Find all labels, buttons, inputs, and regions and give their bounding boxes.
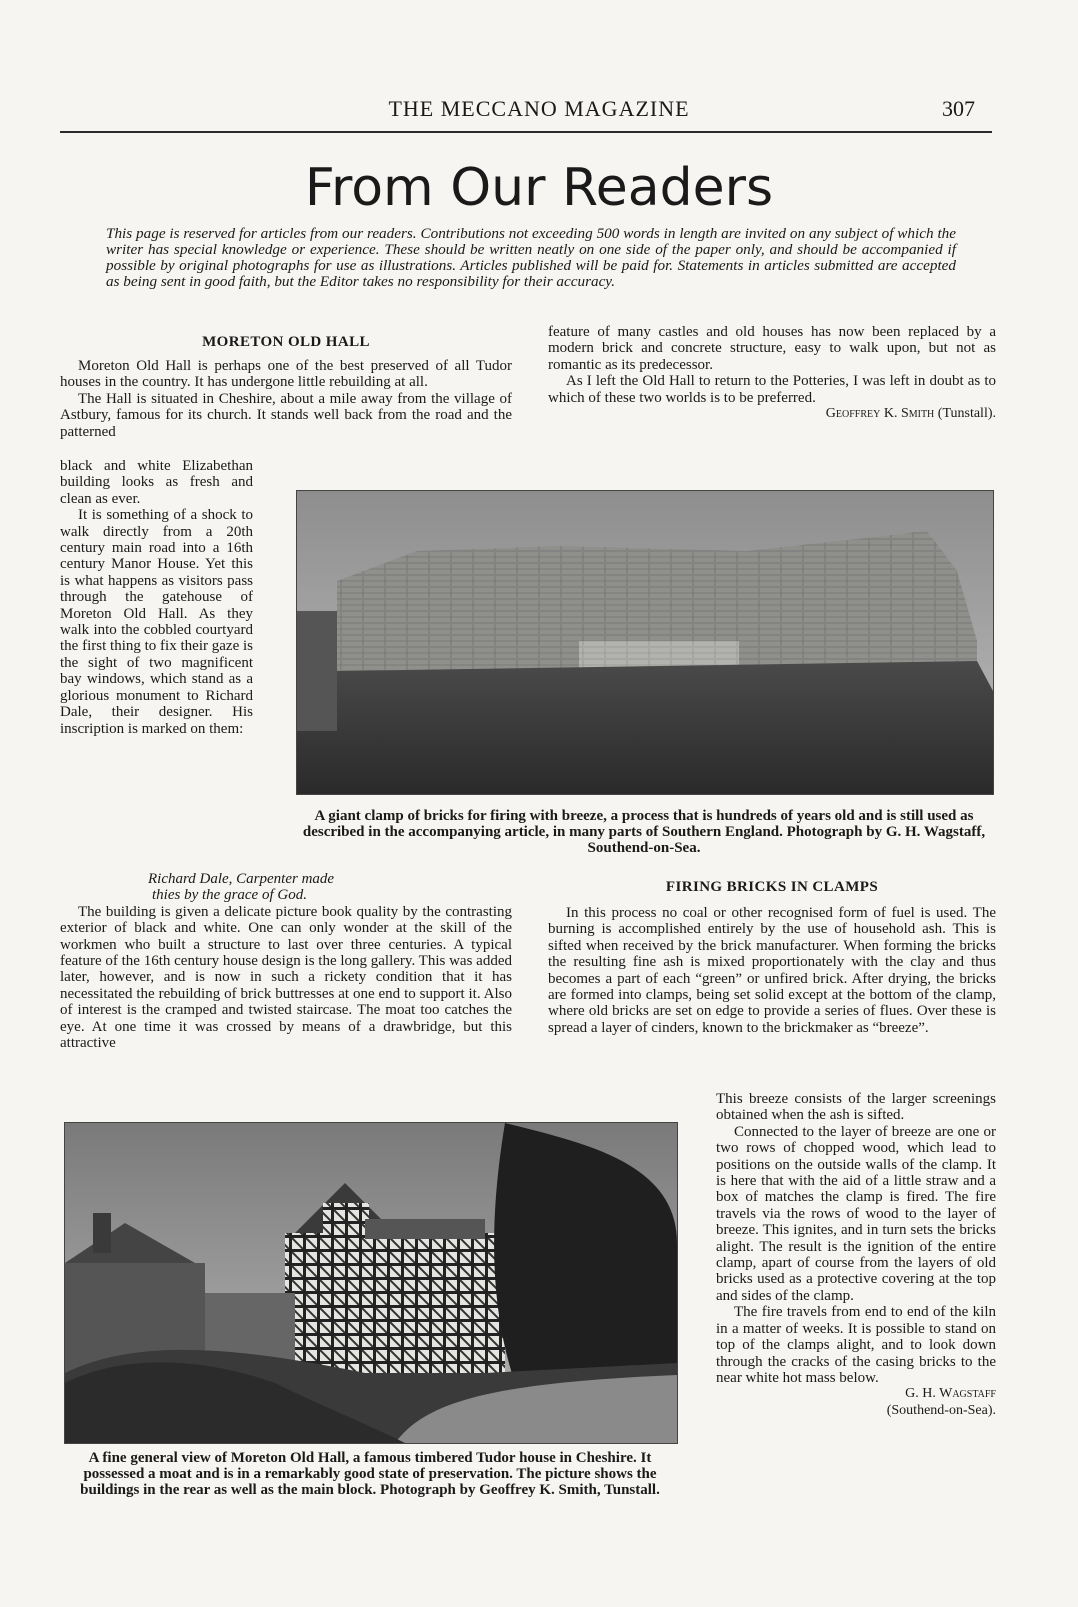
paragraph: This breeze consists of the larger screenings obtained when the ash is sifted.: [716, 1091, 996, 1124]
intro-paragraph: This page is reserved for articles from our readers. Contributions not exceeding 500 words in length are invited on any subject of which the writer has special knowledge or experience. These should be written neatly on one side of the paper only, and should be accompanied if possible by original photographs for use as illustrations. Articles published will be paid for. Statements in articles submitted are accepted as being sent in good faith, but the Editor takes no responsibility for their accuracy.: [106, 225, 956, 290]
header-rule: [60, 131, 992, 133]
inscription-line: Richard Dale, Carpenter made: [148, 871, 335, 887]
article-heading-bricks: FIRING BRICKS IN CLAMPS: [665, 879, 879, 895]
author-name: G. H. Wagstaff: [905, 1386, 996, 1402]
article-heading-moreton: MORETON OLD HALL: [202, 334, 370, 350]
paragraph: black and white Elizabethan building looks as fresh and clean as ever.: [60, 458, 253, 507]
brick-clamp-caption: A giant clamp of bricks for firing with breeze, a process that is hundreds of years old and is still used as described in the accompanying article, in many parts of Southern England. Photograph by G. H. Wagstaff, Southend-on-Sea.: [302, 808, 986, 857]
page-number: 307: [942, 96, 975, 121]
paragraph: The fire travels from end to end of the kiln in a matter of weeks. It is possible to stand on top of the clamps alight, and to look down through the cracks of the casing bricks to the near white hot mass below.: [716, 1304, 996, 1386]
article-bricks-narrow: [716, 1091, 996, 1419]
magazine-title: THE MECCANO MAGAZINE: [388, 96, 690, 121]
paragraph: It is something of a shock to walk directly from a 20th century main road into a 16th century Manor House. Yet this is what happens as visitors pass through the gatehouse of Moreton Old Hall. As they walk into the cobbled courtyard the first thing to fix their gaze is the sight of two magnificent bay windows, which stand as a glorious monument to Richard Dale, their designer. His inscription is marked on them:: [60, 507, 253, 737]
page-title: From Our Readers: [304, 158, 774, 218]
author-place: (Tunstall).: [937, 406, 996, 422]
author-signature: [548, 406, 996, 422]
paragraph: The Hall is situated in Cheshire, about a mile away from the village of Astbury, famous for its church. It stands well back from the road and the patterned: [60, 390, 512, 440]
inscription-line: thies by the grace of God.: [152, 887, 307, 904]
author-place: (Southend-on-Sea).: [886, 1402, 996, 1418]
article-moreton-bottom: [60, 871, 512, 1051]
brick-clamp-image: [297, 491, 993, 794]
author-signature: [716, 1386, 996, 1419]
paragraph: feature of many castles and old houses has now been replaced by a modern brick and concrete structure, easy to walk upon, but not as romantic as its predecessor.: [548, 324, 996, 373]
paragraph: As I left the Old Hall to return to the Potteries, I was left in doubt as to which of these two worlds is to be preferred.: [548, 373, 996, 406]
moreton-hall-photo: [64, 1122, 678, 1444]
brick-clamp-photo: [296, 490, 994, 795]
article-bricks-top: [548, 905, 996, 1036]
article-moreton-narrow: [60, 458, 253, 737]
paragraph: In this process no coal or other recognised form of fuel is used. The burning is accomplished entirely by the use of household ash. This is sifted when received by the brick manufacturer. When forming the bricks the resulting fine ash is mixed proportionately with the clay and thus becomes a part of each “green” or unfired brick. After drying, the bricks are formed into clamps, being set solid except at the bottom of the clamp, where old bricks are set on edge to provide a series of flues. Over these is spread a layer of cinders, known to the brickmaker as “breeze”.: [548, 905, 996, 1036]
article-moreton-top: [60, 358, 512, 440]
moreton-hall-image: [65, 1123, 677, 1443]
article-moreton-continued: [548, 324, 996, 422]
paragraph: Connected to the layer of breeze are one or two rows of chopped wood, which lead to positions on the outside walls of the clamp. It is here that with the aid of a little straw and a box of matches the clamp is fired. The fire travels via the rows of wood to the layer of breeze. This ignites, and in turn sets the bricks alight. The result is the ignition of the entire clamp, apart of course from the layers of old bricks used as a protective covering at the top and sides of the clamp.: [716, 1123, 996, 1304]
moreton-hall-caption: A fine general view of Moreton Old Hall, a famous timbered Tudor house in Cheshire. It possessed a moat and is in a remarkably good state of preservation. The picture shows the buildings in the rear as well as the main block. Photograph by Geoffrey K. Smith, Tunstall.: [80, 1450, 660, 1499]
paragraph: The building is given a delicate picture book quality by the contrasting exterior of black and white. One can only wonder at the skill of the workmen who built a structure to last over three centuries. A typical feature of the 16th century house design is the long gallery. This was added later, however, and is now in such a rickety condition that it has necessitated the rebuilding of brick buttresses at one end to support it. Also of interest is the cramped and twisted staircase. The moat too catches the eye. At one time it was crossed by means of a drawbridge, but this attractive: [60, 903, 512, 1052]
author-name: Geoffrey K. Smith: [825, 406, 935, 422]
paragraph: Moreton Old Hall is perhaps one of the best preserved of all Tudor houses in the country. It has undergone little rebuilding at all.: [60, 358, 512, 391]
